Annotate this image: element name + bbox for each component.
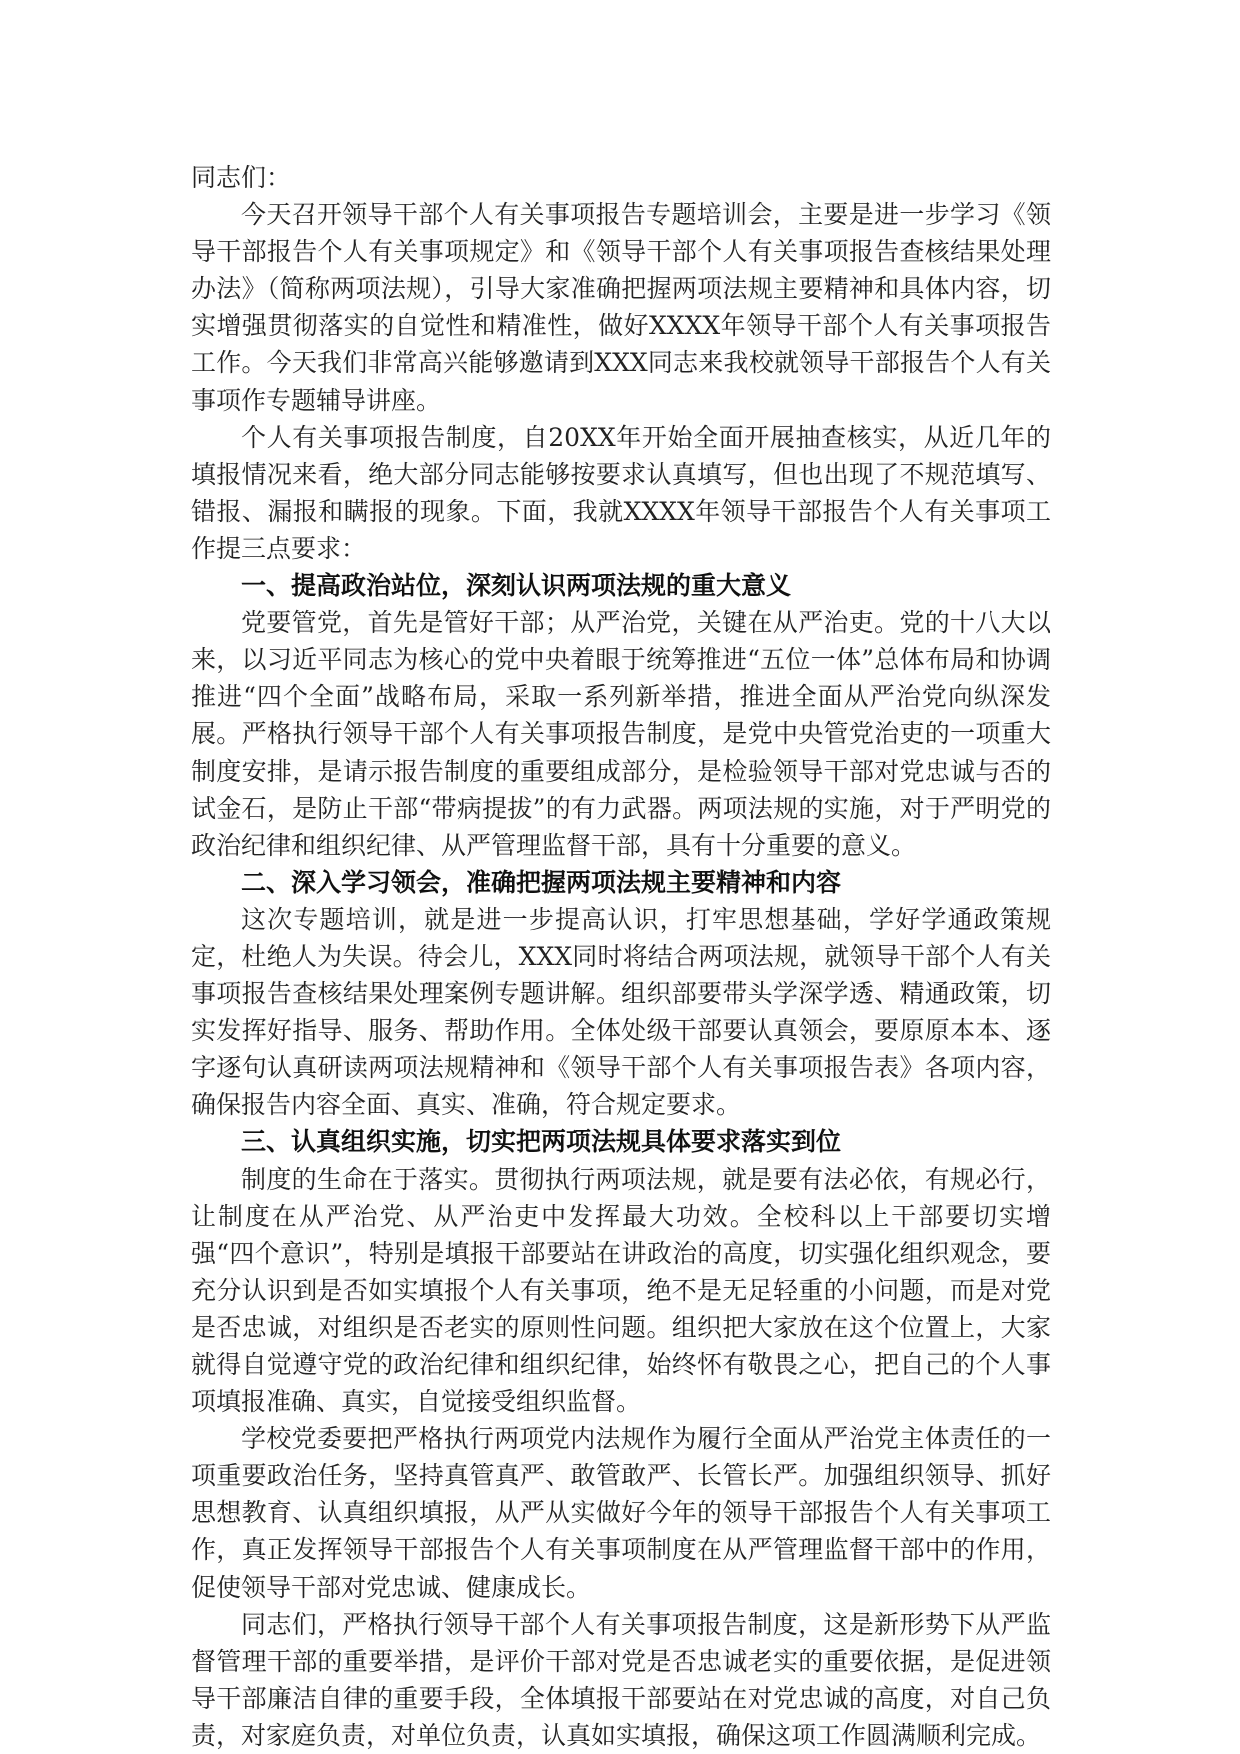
paragraph-background: 个人有关事项报告制度，自20XX年开始全面开展抽查核实，从近几年的填报情况来看，绝大部分同志能够按要求认真填写，但也出现了不规范填写、错报、漏报和瞒报的现象。下面，我就XXXX年领导干部报告个人有关事项工作提三点要求： xyxy=(191,422,1051,563)
paragraph-closing: 同志们，严格执行领导干部个人有关事项报告制度，这是新形势下从严监督管理干部的重要举措，是评价干部对党是否忠诚老实的重要依据，是促进领导干部廉洁自律的重要手段，全体填报干部要站在对党忠诚的高度，对自己负责，对家庭负责，对单位负责，认真如实填报，确保这项工作圆满顺利完成。 xyxy=(191,1609,1051,1750)
section-heading-1: 一、提高政治站位，深刻认识两项法规的重大意义 xyxy=(241,571,792,601)
salutation: 同志们： xyxy=(191,163,292,192)
paragraph-section-2: 这次专题培训，就是进一步提高认识，打牢思想基础，学好学通政策规定，杜绝人为失误。待会儿，XXX同时将结合两项法规，就领导干部个人有关事项报告查核结果处理案例专题讲解。组织部要带头学深学透、精通政策，切实发挥好指导、服务、帮助作用。全体处级干部要认真领会，要原原本本、逐字逐句认真研读两项法规精神和《领导干部个人有关事项报告表》各项内容，确保报告内容全面、真实、准确，符合规定要求。 xyxy=(191,904,1051,1120)
paragraph-section-3b: 学校党委要把严格执行两项党内法规作为履行全面从严治党主体责任的一项重要政治任务，坚持真管真严、敢管敢严、长管长严。加强组织领导、抓好思想教育、认真组织填报，从严从实做好今年的领导干部报告个人有关事项工作，真正发挥领导干部报告个人有关事项制度在从严管理监督干部中的作用，促使领导干部对党忠诚、健康成长。 xyxy=(191,1424,1051,1602)
paragraph-intro: 今天召开领导干部个人有关事项报告专题培训会，主要是进一步学习《领导干部报告个人有关事项规定》和《领导干部个人有关事项报告查核结果处理办法》（简称两项法规），引导大家准确把握两项法规主要精神和具体内容，切实增强贯彻落实的自觉性和精准性，做好XXXX年领导干部个人有关事项报告工作。今天我们非常高兴能够邀请到XXX同志来我校就领导干部报告个人有关事项作专题辅导讲座。 xyxy=(191,200,1051,415)
section-heading-2: 二、深入学习领会，准确把握两项法规主要精神和内容 xyxy=(241,867,842,897)
paragraph-section-1: 党要管党，首先是管好干部；从严治党，关键在从严治吏。党的十八大以来，以习近平同志为核心的党中央着眼于统筹推进“五位一体”总体布局和协调推进“四个全面”战略布局，采取一系列新举措，推进全面从严治党向纵深发展。严格执行领导干部个人有关事项报告制度，是党中央管党治吏的一项重大制度安排，是请示报告制度的重要组成部分，是检验领导干部对党忠诚与否的试金石，是防止干部“带病提拔”的有力武器。两项法规的实施，对于严明党的政治纪律和组织纪律、从严管理监督干部，具有十分重要的意义。 xyxy=(191,608,1051,860)
paragraph-section-3a: 制度的生命在于落实。贯彻执行两项法规，就是要有法必依，有规必行，让制度在从严治党、从严治吏中发挥最大功效。全校科以上干部要切实增强“四个意识”，特别是填报干部要站在讲政治的高度，切实强化组织观念，要充分认识到是否如实填报个人有关事项，绝不是无足轻重的小问题，而是对党是否忠诚，对组织是否老实的原则性问题。组织把大家放在这个位置上，大家就得自觉遵守党的政治纪律和组织纪律，始终怀有敬畏之心，把自己的个人事项填报准确、真实，自觉接受组织监督。 xyxy=(191,1164,1051,1417)
section-heading-3: 三、认真组织实施，切实把两项法规具体要求落实到位 xyxy=(241,1127,842,1157)
document-page xyxy=(191,159,1051,1754)
